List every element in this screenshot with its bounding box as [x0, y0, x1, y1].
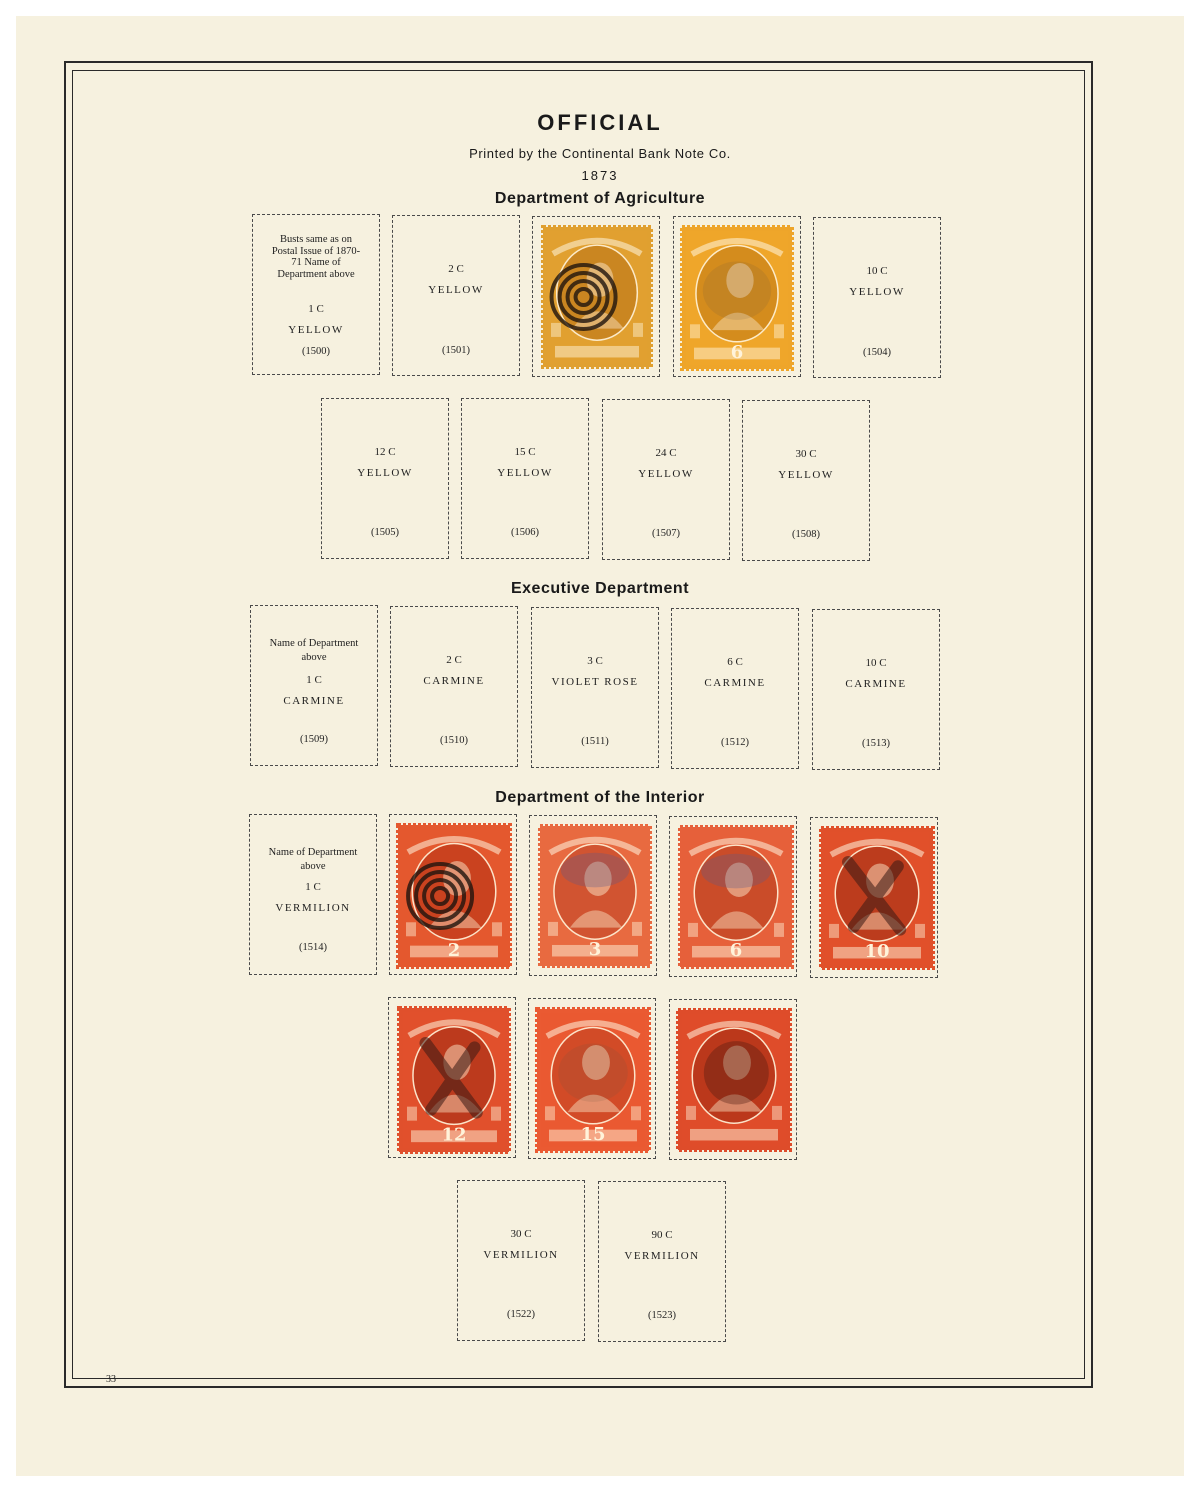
stamp-space-1523 [598, 1181, 726, 1342]
space-note: Name of Department above [269, 638, 359, 663]
stamp-space-int-12 [388, 997, 516, 1158]
space-color: VERMILION [483, 1249, 559, 1261]
stamp-agri-3c [541, 225, 653, 369]
stamp-interior-24c [676, 1008, 792, 1152]
svg-text:6: 6 [730, 341, 744, 363]
stamp-artwork [541, 225, 653, 369]
stamp-space-1506 [461, 398, 589, 559]
section-heading-executive: Executive Department [510, 580, 690, 597]
space-color: YELLOW [428, 284, 484, 296]
stamp-interior-12c [397, 1006, 511, 1154]
stamp-space-1500 [252, 214, 380, 375]
space-catalog-number: (1523) [648, 1310, 676, 1321]
space-color: YELLOW [497, 467, 553, 479]
svg-text:3: 3 [588, 939, 602, 961]
space-value: 1 C [306, 674, 322, 686]
space-catalog-number: (1501) [442, 345, 470, 356]
stamp-agri-6c [680, 225, 794, 371]
stamp-interior-10c [819, 826, 935, 970]
section-heading-interior: Department of the Interior [495, 789, 705, 806]
space-catalog-number: (1513) [862, 738, 890, 749]
stamp-artwork [396, 823, 512, 969]
stamp-space-1514 [249, 814, 377, 975]
stamp-artwork [678, 825, 794, 969]
stamp-interior-3c [538, 824, 652, 968]
stamp-artwork [397, 1006, 511, 1154]
stamp-space-1501 [392, 215, 520, 376]
space-color: YELLOW [849, 286, 905, 298]
space-catalog-number: (1505) [371, 527, 399, 538]
stamp-space-1507 [602, 399, 730, 560]
stamp-space-int-2 [389, 814, 517, 975]
space-color: CARMINE [704, 677, 766, 689]
stamp-space-1508 [742, 400, 870, 561]
space-color: YELLOW [638, 468, 694, 480]
space-value: 2 C [448, 263, 464, 275]
stamp-space-int-6 [669, 816, 797, 977]
space-value: 90 C [651, 1229, 673, 1241]
page-year: 1873 [581, 168, 619, 183]
space-color: YELLOW [288, 324, 344, 336]
stamp-artwork [676, 1008, 792, 1152]
stamp-interior-2c [396, 823, 512, 969]
space-color: VERMILION [275, 902, 351, 914]
stamp-space-1510 [390, 606, 518, 767]
stamp-space-agri-6 [673, 216, 801, 377]
space-catalog-number: (1500) [302, 346, 330, 357]
stamp-space-int-3 [529, 815, 657, 976]
space-value: 1 C [305, 881, 321, 893]
space-value: 24 C [655, 447, 677, 459]
stamp-space-int-15 [528, 998, 656, 1159]
space-catalog-number: (1522) [507, 1309, 535, 1320]
section-heading-agriculture: Department of Agriculture [494, 190, 706, 207]
space-value: 10 C [866, 265, 888, 277]
stamp-interior-15c [535, 1007, 651, 1153]
page-number: 33 [106, 1374, 116, 1385]
space-catalog-number: (1504) [863, 347, 891, 358]
stamp-artwork [819, 826, 935, 970]
stamp-artwork [535, 1007, 651, 1153]
space-catalog-number: (1509) [300, 734, 328, 745]
stamp-space-1509 [250, 605, 378, 766]
space-note: Name of Department above [268, 847, 358, 872]
stamp-space-int-10 [810, 817, 938, 978]
stamp-space-1512 [671, 608, 799, 769]
space-catalog-number: (1510) [440, 735, 468, 746]
stamp-interior-6c [678, 825, 794, 969]
stamp-space-1513 [812, 609, 940, 770]
stamp-space-agri-3 [532, 216, 660, 377]
stamp-space-1522 [457, 1180, 585, 1341]
space-catalog-number: (1508) [792, 529, 820, 540]
stamp-space-1505 [321, 398, 449, 559]
space-color: CARMINE [423, 675, 485, 687]
space-value: 12 C [374, 446, 396, 458]
space-value: 3 C [587, 655, 603, 667]
space-color: CARMINE [283, 695, 345, 707]
stamp-artwork [680, 225, 794, 371]
space-value: 2 C [446, 654, 462, 666]
stamp-artwork [538, 824, 652, 968]
space-color: CARMINE [845, 678, 907, 690]
space-value: 10 C [865, 657, 887, 669]
space-color: YELLOW [357, 467, 413, 479]
space-catalog-number: (1514) [299, 942, 327, 953]
space-value: 30 C [510, 1228, 532, 1240]
svg-text:10: 10 [864, 941, 890, 963]
space-color: YELLOW [778, 469, 834, 481]
space-catalog-number: (1506) [511, 527, 539, 538]
stamp-space-1511 [531, 607, 659, 768]
stamp-space-int-24 [669, 999, 797, 1160]
space-catalog-number: (1507) [652, 528, 680, 539]
svg-text:12: 12 [441, 1124, 467, 1146]
svg-text:15: 15 [580, 1123, 606, 1145]
space-catalog-number: (1511) [581, 736, 609, 747]
page-subtitle: Printed by the Continental Bank Note Co. [469, 146, 731, 161]
space-value: 1 C [308, 303, 324, 315]
space-catalog-number: (1512) [721, 737, 749, 748]
svg-text:2: 2 [447, 939, 461, 961]
space-color: VERMILION [624, 1250, 700, 1262]
stamp-space-1504 [813, 217, 941, 378]
space-value: 30 C [795, 448, 817, 460]
page-title: OFFICIAL [537, 110, 663, 135]
space-color: VIOLET ROSE [551, 676, 639, 688]
space-value: 6 C [727, 656, 743, 668]
space-note: Busts same as on Postal Issue of 1870-71 Name of Department above [271, 234, 361, 280]
svg-text:6: 6 [729, 940, 743, 962]
space-value: 15 C [514, 446, 536, 458]
